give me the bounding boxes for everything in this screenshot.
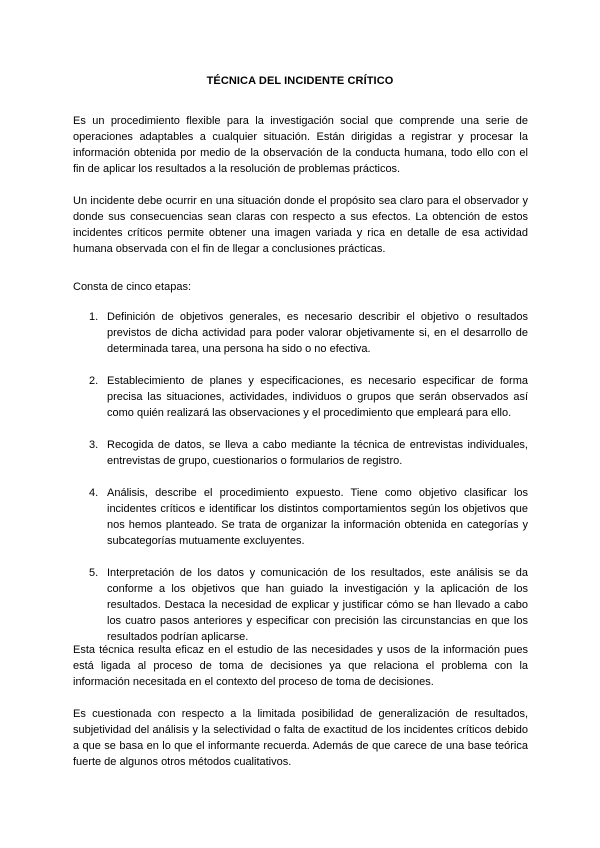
paragraph-criticism: Es cuestionada con respecto a la limitada posibilidad de generalización de resultados, subjetividad del análisis y la selectividad o falta de exactitud de los incidentes críticos debido a que se basa en lo que el informante recuerda. Además de que carece de una base teórica fuerte de algunos otros métodos cualitativos. [73,708,528,768]
list-number: 5. [89,567,99,579]
paragraph-effectiveness: Esta técnica resulta eficaz en el estudio de las necesidades y usos de la información pues está ligada al proceso de toma de decisiones ya que relaciona el problema con la información necesitada en el contexto del proceso de toma de decisiones. [73,644,528,688]
list-item-text: Establecimiento de planes y especificaciones, es necesario especificar de forma precisa las situaciones, actividades, individuos o grupos que serán observados así como quién realizará las observaciones y el procedimiento que empleará para ello. [107,375,528,419]
list-item [73,565,528,645]
list-number: 4. [89,487,99,499]
list-number: 2. [89,375,99,387]
paragraph-definition: Es un procedimiento flexible para la investigación social que comprende una serie de operaciones adaptables a cualquier situación. Están dirigidas a registrar y procesar la información obtenida por medio de la observación de la conducta humana, todo ello con el fin de aplicar los resultados a la resolución de problemas prácticos. [73,115,528,175]
list-number: 3. [89,439,99,451]
list-item [73,373,528,421]
steps-intro: Consta de cinco etapas: [73,281,192,293]
steps-list [73,309,528,645]
list-item [73,437,528,469]
list-number: 1. [89,311,99,323]
list-item-text: Análisis, describe el procedimiento expuesto. Tiene como objetivo clasificar los incidentes críticos e identificar los distintos comportamientos según los objetivos que nos hemos planteado. Se trata de organizar la información obtenida en categorías y subcategorías mutuamente excluyentes. [107,487,528,547]
paragraph-incident: Un incidente debe ocurrir en una situación donde el propósito sea claro para el observador y donde sus consecuencias sean claras con respecto a sus efectos. La obtención de estos incidentes críticos permite obtener una imagen variada y rica en detalle de esa actividad humana observada con el fin de llegar a conclusiones prácticas. [73,195,528,255]
list-item-text: Recogida de datos, se lleva a cabo mediante la técnica de entrevistas individuales, entrevistas de grupo, cuestionarios o formularios de registro. [107,439,528,467]
list-item-text: Interpretación de los datos y comunicación de los resultados, este análisis se da conforme a los objetivos que han guiado la investigación y la aplicación de los resultados. Destaca la necesidad de explicar y justificar cómo se han llevado a cabo los cuatro pasos anteriores y especificar con precisión las circunstancias en que los resultados podrían aplicarse. [107,567,528,643]
document-title: TÉCNICA DEL INCIDENTE CRÍTICO [206,75,394,87]
list-item [73,485,528,549]
list-item [73,309,528,357]
list-item-text: Definición de objetivos generales, es necesario describir el objetivo o resultados previstos de dicha actividad para poder valorar objetivamente si, en el desarrollo de determinada tarea, una persona ha sido o no efectiva. [107,311,528,355]
